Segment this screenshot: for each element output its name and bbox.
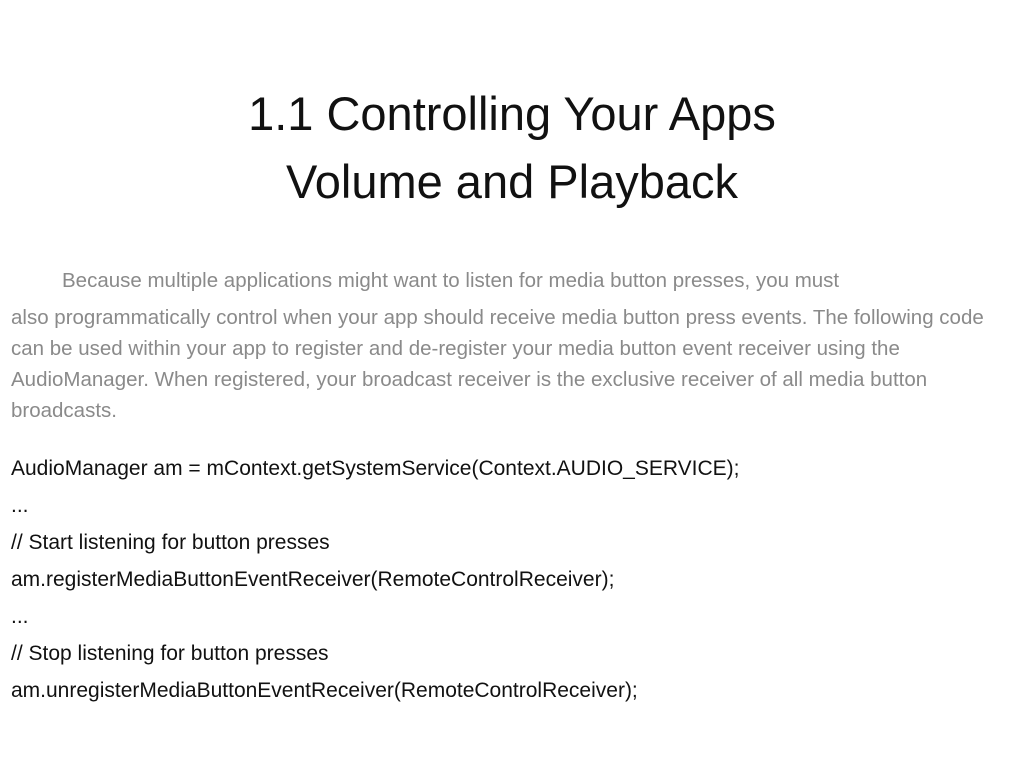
slide-title-line-2: Volume and Playback <box>285 155 738 208</box>
code-line: ... <box>11 494 29 517</box>
code-line: AudioManager am = mContext.getSystemService(Context.AUDIO_SERVICE); <box>11 457 740 480</box>
body-paragraph <box>11 265 1011 426</box>
code-block <box>11 450 1011 709</box>
code-line: ... <box>11 605 29 628</box>
code-line: am.registerMediaButtonEventReceiver(RemoteControlReceiver); <box>11 568 615 591</box>
code-comment-line: // Stop listening for button presses <box>11 642 329 665</box>
code-line: am.unregisterMediaButtonEventReceiver(RemoteControlReceiver); <box>11 679 638 702</box>
slide-title-line-1: 1.1 Controlling Your Apps <box>248 87 776 140</box>
slide-title <box>60 80 964 216</box>
code-comment-line: // Start listening for button presses <box>11 531 330 554</box>
paragraph-first-line: Because multiple applications might want to listen for media button presses, you must <box>62 269 840 292</box>
paragraph-continuation: also programmatically control when your app should receive media button press events. The following code can be used within your app to register and de-register your media button event receiver using the AudioManager. When registered, your broadcast receiver is the exclusive receiver of all media button broadcasts. <box>11 306 984 422</box>
